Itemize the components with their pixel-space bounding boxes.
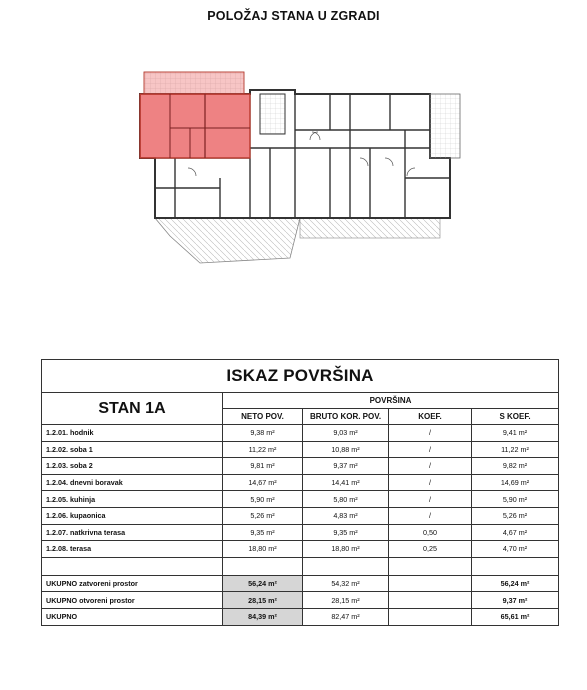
neto-value: 56,24 m² <box>223 575 303 592</box>
koef-value: / <box>389 474 472 491</box>
koef-value <box>389 575 472 592</box>
neto-value: 5,26 m² <box>223 507 303 524</box>
neto-value: 84,39 m² <box>223 608 303 625</box>
room-row <box>42 425 559 442</box>
s-koef-value: 9,41 m² <box>472 425 559 442</box>
bruto-value: 18,80 m² <box>303 541 389 558</box>
floor-plan <box>130 58 470 278</box>
s-koef-value: 9,37 m² <box>472 592 559 609</box>
room-row <box>42 524 559 541</box>
bruto-value: 82,47 m² <box>303 608 389 625</box>
koef-value <box>389 608 472 625</box>
row-name: UKUPNO otvoreni prostor <box>42 592 223 609</box>
room-row <box>42 507 559 524</box>
row-name: 1.2.06. kupaonica <box>42 507 223 524</box>
total-row <box>42 592 559 609</box>
neto-value: 5,90 m² <box>223 491 303 508</box>
column-header: KOEF. <box>389 409 472 425</box>
neto-value: 14,67 m² <box>223 474 303 491</box>
row-name: 1.2.01. hodnik <box>42 425 223 442</box>
s-koef-value: 65,61 m² <box>472 608 559 625</box>
row-name: UKUPNO zatvoreni prostor <box>42 575 223 592</box>
row-name: 1.2.04. dnevni boravak <box>42 474 223 491</box>
row-name: UKUPNO <box>42 608 223 625</box>
koef-value: / <box>389 507 472 524</box>
koef-value: 0,25 <box>389 541 472 558</box>
s-koef-value: 5,90 m² <box>472 491 559 508</box>
unit-name: STAN 1A <box>42 393 223 425</box>
s-koef-value: 4,67 m² <box>472 524 559 541</box>
neto-value: 28,15 m² <box>223 592 303 609</box>
column-header: S KOEF. <box>472 409 559 425</box>
table-title: ISKAZ POVRŠINA <box>42 360 559 393</box>
row-name: 1.2.03. soba 2 <box>42 458 223 475</box>
total-row <box>42 575 559 592</box>
bruto-value: 28,15 m² <box>303 592 389 609</box>
bruto-value: 10,88 m² <box>303 441 389 458</box>
koef-value: / <box>389 425 472 442</box>
bruto-value: 5,80 m² <box>303 491 389 508</box>
row-name: 1.2.07. natkrivna terasa <box>42 524 223 541</box>
bruto-value: 9,03 m² <box>303 425 389 442</box>
column-header: BRUTO KOR. POV. <box>303 409 389 425</box>
total-row <box>42 608 559 625</box>
neto-value: 9,38 m² <box>223 425 303 442</box>
koef-value <box>389 592 472 609</box>
row-name: 1.2.02. soba 1 <box>42 441 223 458</box>
room-row <box>42 541 559 558</box>
neto-value: 11,22 m² <box>223 441 303 458</box>
s-koef-value: 4,70 m² <box>472 541 559 558</box>
neto-value: 9,35 m² <box>223 524 303 541</box>
group-header: POVRŠINA <box>223 393 559 409</box>
koef-value: / <box>389 441 472 458</box>
bruto-value: 4,83 m² <box>303 507 389 524</box>
s-koef-value: 5,26 m² <box>472 507 559 524</box>
s-koef-value: 56,24 m² <box>472 575 559 592</box>
neto-value: 9,81 m² <box>223 458 303 475</box>
bruto-value: 9,37 m² <box>303 458 389 475</box>
page-title: POLOŽAJ STANA U ZGRADI <box>207 9 380 23</box>
room-row <box>42 491 559 508</box>
koef-value: 0,50 <box>389 524 472 541</box>
bruto-value: 14,41 m² <box>303 474 389 491</box>
spacer-row <box>42 557 559 575</box>
room-row <box>42 474 559 491</box>
room-row <box>42 458 559 475</box>
row-name: 1.2.08. terasa <box>42 541 223 558</box>
area-table <box>41 359 558 626</box>
bruto-value: 9,35 m² <box>303 524 389 541</box>
koef-value: / <box>389 458 472 475</box>
s-koef-value: 9,82 m² <box>472 458 559 475</box>
room-row <box>42 441 559 458</box>
row-name: 1.2.05. kuhinja <box>42 491 223 508</box>
s-koef-value: 14,69 m² <box>472 474 559 491</box>
bruto-value: 54,32 m² <box>303 575 389 592</box>
s-koef-value: 11,22 m² <box>472 441 559 458</box>
neto-value: 18,80 m² <box>223 541 303 558</box>
koef-value: / <box>389 491 472 508</box>
column-header: NETO POV. <box>223 409 303 425</box>
